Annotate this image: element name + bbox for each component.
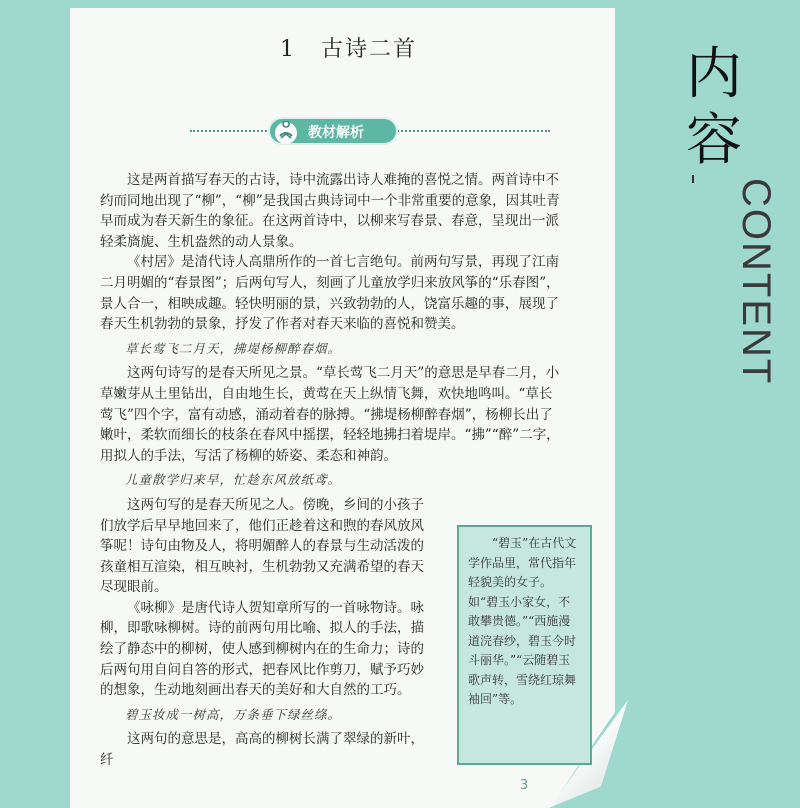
- side-title-char-1: 内: [686, 42, 742, 107]
- book-lightbulb-icon: [274, 121, 298, 145]
- lesson-title: [280, 32, 417, 63]
- side-title-char-2: 容: [686, 108, 742, 173]
- page-number: 3: [520, 778, 529, 793]
- paragraph-intro: 这是两首描写春天的古诗，诗中流露出诗人难掩的喜悦之情。两首诗中不约而同地出现了“柳”，“柳”是我国古典诗词中一个非常重要的意象，因其吐青早而成为春天新生的象征。在这两首诗中，以柳来写春景、春意，呈现出一派轻柔旖旎、生机盎然的动人景象。: [100, 172, 560, 250]
- lesson-number: 1: [280, 37, 296, 62]
- note-box: “碧玉”在古代文学作品里，常代指年轻貌美的女子。如“碧玉小家女，不敢攀贵德。”“西施漫道浣春纱，碧玉今时斗丽华。”“云随碧玉歌声转，雪绕红琼舞袖回”等。: [457, 525, 592, 765]
- section-badge: [268, 117, 398, 145]
- verse-line-1: 草长莺飞二月天，拂堤杨柳醉春烟。: [125, 340, 342, 356]
- paragraph-yongliu: 《咏柳》是唐代诗人贺知章所写的一首咏物诗。咏柳，即歌咏柳树。诗的前两句用比喻、拟人的手法，描绘了静态中的柳树，使人感到柳树内在的生命力；诗的后两句用自问自答的形式，把春风比作剪刀，赋予巧妙的想象，生动地刻画出春天的美好和大自然的工巧。: [100, 599, 424, 699]
- paragraph-cunju: 《村居》是清代诗人高鼎所作的一首七言绝句。前两句写景，再现了江南二月明媚的“春景图”；后两句写人，刻画了儿童放学归来放风筝的“乐春图”，景人合一，相映成趣。轻快明丽的景，兴致勃勃的人，饶富乐趣的事，展现了春天生机勃勃的景象，抒发了作者对春天来临的喜悦和赞美。: [100, 254, 560, 333]
- side-title-tick: [692, 175, 694, 183]
- lesson-title-text: 古诗二首: [321, 37, 418, 62]
- paragraph-verse2-explanation: 这两句写的是春天所见之人。傍晚，乡间的小孩子们放学后早早地回来了，他们正趁着这和煦的春风放风筝呢！诗句由物及人，将明媚醉人的春景与生动活泼的孩童相互渲染，相互映衬，生机勃勃又充满希望的春天尽现眼前。: [100, 496, 424, 596]
- paragraph-verse1-explanation: 这两句诗写的是春天所见之景。“草长莺飞二月天”的意思是早春二月，小草嫩芽从土里钻出，自由地生长，黄莺在天上纵情飞舞，欢快地鸣叫。“草长莺飞”四个字，富有动感，涌动着春的脉搏。“拂堤杨柳醉春烟”，杨柳长出了嫩叶，柔软而细长的枝条在春风中摇摆，轻轻地拂扫着堤岸。“拂”“醉”二字，用拟人的手法，写活了杨柳的娇姿、柔态和神韵。: [100, 365, 560, 464]
- verse-line-3: 碧玉妆成一树高，万条垂下绿丝绦。: [125, 706, 342, 722]
- paragraph-verse3-explanation: 这两句的意思是，高高的柳树长满了翠绿的新叶，纤: [100, 731, 424, 769]
- section-badge-label: 教材解析: [308, 125, 364, 141]
- verse-line-2: 儿童散学归来早，忙趁东风放纸鸢。: [125, 472, 342, 488]
- side-title-english: CONTENT: [734, 178, 778, 386]
